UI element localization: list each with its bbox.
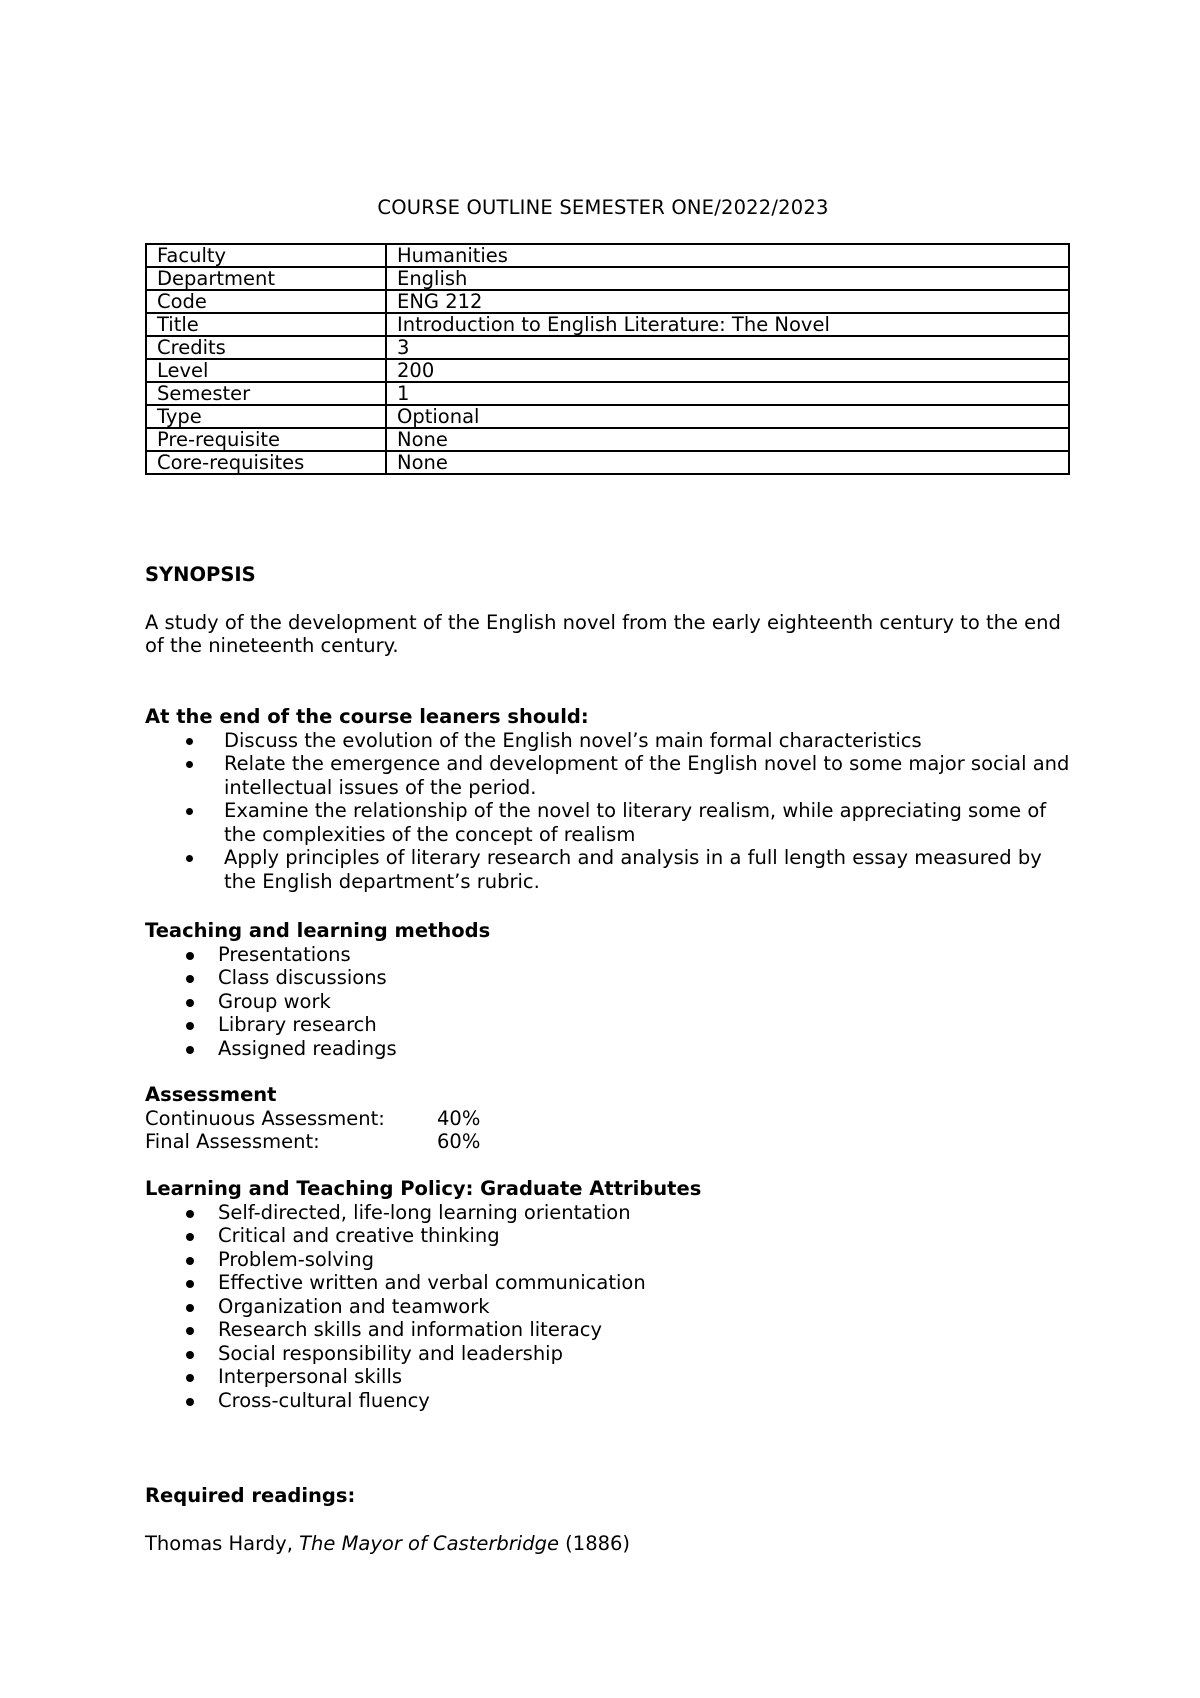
outcomes-section <box>145 705 1075 893</box>
row-value: 3 <box>386 336 1069 359</box>
list-item-text: Interpersonal skills <box>218 1365 403 1388</box>
table-row <box>146 313 1069 336</box>
list-item-text: Research skills and information literacy <box>218 1318 603 1341</box>
assessment-value: 60% <box>437 1130 481 1153</box>
bullet-icon <box>186 808 193 815</box>
bullet-icon <box>186 1257 194 1265</box>
course-info-table <box>145 243 1070 475</box>
bullet-icon <box>186 975 194 983</box>
list-item-text: Assigned readings <box>218 1036 397 1060</box>
bullet-icon <box>186 1374 194 1382</box>
row-value: 200 <box>386 359 1069 382</box>
bullet-icon <box>186 1351 194 1359</box>
table-row <box>146 290 1069 313</box>
list-item <box>145 1248 1075 1272</box>
reading-year: (1886) <box>558 1531 631 1555</box>
bullet-icon <box>186 1398 194 1406</box>
reading-book-title: The Mayor of Casterbridge <box>299 1531 559 1555</box>
readings-section <box>145 1484 1075 1555</box>
synopsis-heading: SYNOPSIS <box>145 563 256 586</box>
row-label: Faculty <box>146 244 386 267</box>
list-item <box>145 943 1075 967</box>
list-item-text: Problem-solving <box>218 1247 374 1271</box>
table-row <box>146 405 1069 428</box>
reading-author: Thomas Hardy, <box>145 1531 300 1555</box>
reading-citation <box>145 1532 1075 1556</box>
list-item <box>145 1271 1075 1295</box>
row-value: Humanities <box>386 244 1069 267</box>
bullet-icon <box>186 1046 194 1054</box>
assessment-section <box>145 1083 1075 1154</box>
bullet-icon <box>186 1233 194 1241</box>
row-label: Type <box>146 405 386 428</box>
list-item-text: Organization and teamwork <box>218 1294 490 1318</box>
list-item-text: Group work <box>218 989 331 1013</box>
list-item-text: Cross-cultural fluency <box>218 1388 430 1412</box>
row-value: Optional <box>386 405 1069 428</box>
list-item <box>145 729 1075 753</box>
list-item-text: Library research <box>218 1013 377 1036</box>
bullet-icon <box>186 999 194 1007</box>
bullet-icon <box>186 1327 194 1335</box>
list-item <box>145 799 1075 846</box>
list-item <box>145 1037 1075 1061</box>
list-item <box>145 1295 1075 1319</box>
synopsis-text: A study of the development of the English novel from the early eighteenth century to the end of the nineteenth century. <box>145 610 1061 657</box>
row-label: Credits <box>146 336 386 359</box>
row-label: Core-requisites <box>146 451 386 474</box>
methods-list <box>145 943 1075 1061</box>
attributes-section <box>145 1177 1075 1412</box>
synopsis-section <box>145 563 1075 658</box>
assessment-row <box>145 1107 1075 1131</box>
row-value: ENG 212 <box>386 290 1069 313</box>
list-item-text: Examine the relationship of the novel to literary realism, while appreciating some of the complexities of the concept of realism <box>224 799 1047 846</box>
attributes-heading: Learning and Teaching Policy: Graduate Attributes <box>145 1177 702 1200</box>
list-item <box>145 990 1075 1014</box>
assessment-heading: Assessment <box>145 1083 277 1106</box>
table-row <box>146 451 1069 474</box>
row-label: Code <box>146 290 386 313</box>
bullet-icon <box>186 1022 194 1030</box>
row-label: Level <box>146 359 386 382</box>
bullet-icon <box>186 1280 194 1288</box>
list-item-text: Self-directed, life-long learning orientation <box>218 1200 631 1224</box>
row-value: Introduction to English Literature: The Novel <box>386 313 1069 336</box>
list-item-text: Critical and creative thinking <box>218 1224 500 1247</box>
list-item <box>145 1365 1075 1389</box>
table-row <box>146 244 1069 267</box>
row-label: Semester <box>146 382 386 405</box>
list-item-text: Apply principles of literary research and analysis in a full length essay measured by the English department’s rubric. <box>224 846 1042 893</box>
list-item-text: Class discussions <box>218 966 387 989</box>
assessment-value: 40% <box>437 1106 481 1130</box>
table-row <box>146 382 1069 405</box>
list-item-text: Social responsibility and leadership <box>218 1341 563 1365</box>
readings-heading: Required readings: <box>145 1484 356 1507</box>
list-item <box>145 752 1075 799</box>
row-value: 1 <box>386 382 1069 405</box>
assessment-label: Continuous Assessment: <box>145 1106 385 1130</box>
list-item <box>145 1342 1075 1366</box>
bullet-icon <box>186 761 193 768</box>
list-item <box>145 1013 1075 1037</box>
table-row <box>146 359 1069 382</box>
list-item-text: Relate the emergence and development of the English novel to some major social and intellectual issues of the period. <box>224 752 1070 799</box>
bullet-icon <box>186 1210 194 1218</box>
bullet-icon <box>186 952 194 960</box>
bullet-icon <box>186 855 193 862</box>
list-item <box>145 1389 1075 1413</box>
assessment-row <box>145 1130 1075 1154</box>
list-item <box>145 1318 1075 1342</box>
methods-heading: Teaching and learning methods <box>145 919 491 942</box>
outcomes-list <box>145 729 1075 894</box>
assessment-label: Final Assessment: <box>145 1130 320 1153</box>
list-item <box>145 966 1075 990</box>
row-label: Pre-requisite <box>146 428 386 451</box>
outcomes-heading: At the end of the course leaners should: <box>145 705 589 728</box>
bullet-icon <box>186 738 193 745</box>
list-item <box>145 846 1075 893</box>
row-label: Title <box>146 313 386 336</box>
table-row <box>146 267 1069 290</box>
list-item-text: Discuss the evolution of the English novel’s main formal characteristics <box>224 728 922 752</box>
list-item-text: Presentations <box>218 942 351 966</box>
row-label: Department <box>146 267 386 290</box>
attributes-list <box>145 1201 1075 1413</box>
list-item-text: Effective written and verbal communication <box>218 1271 646 1294</box>
document-title: COURSE OUTLINE SEMESTER ONE/2022/2023 <box>377 196 829 219</box>
table-row <box>146 428 1069 451</box>
methods-section <box>145 919 1075 1060</box>
row-value: None <box>386 428 1069 451</box>
row-value: English <box>386 267 1069 290</box>
row-value: None <box>386 451 1069 474</box>
list-item <box>145 1224 1075 1248</box>
bullet-icon <box>186 1304 194 1312</box>
table-row <box>146 336 1069 359</box>
list-item <box>145 1201 1075 1225</box>
